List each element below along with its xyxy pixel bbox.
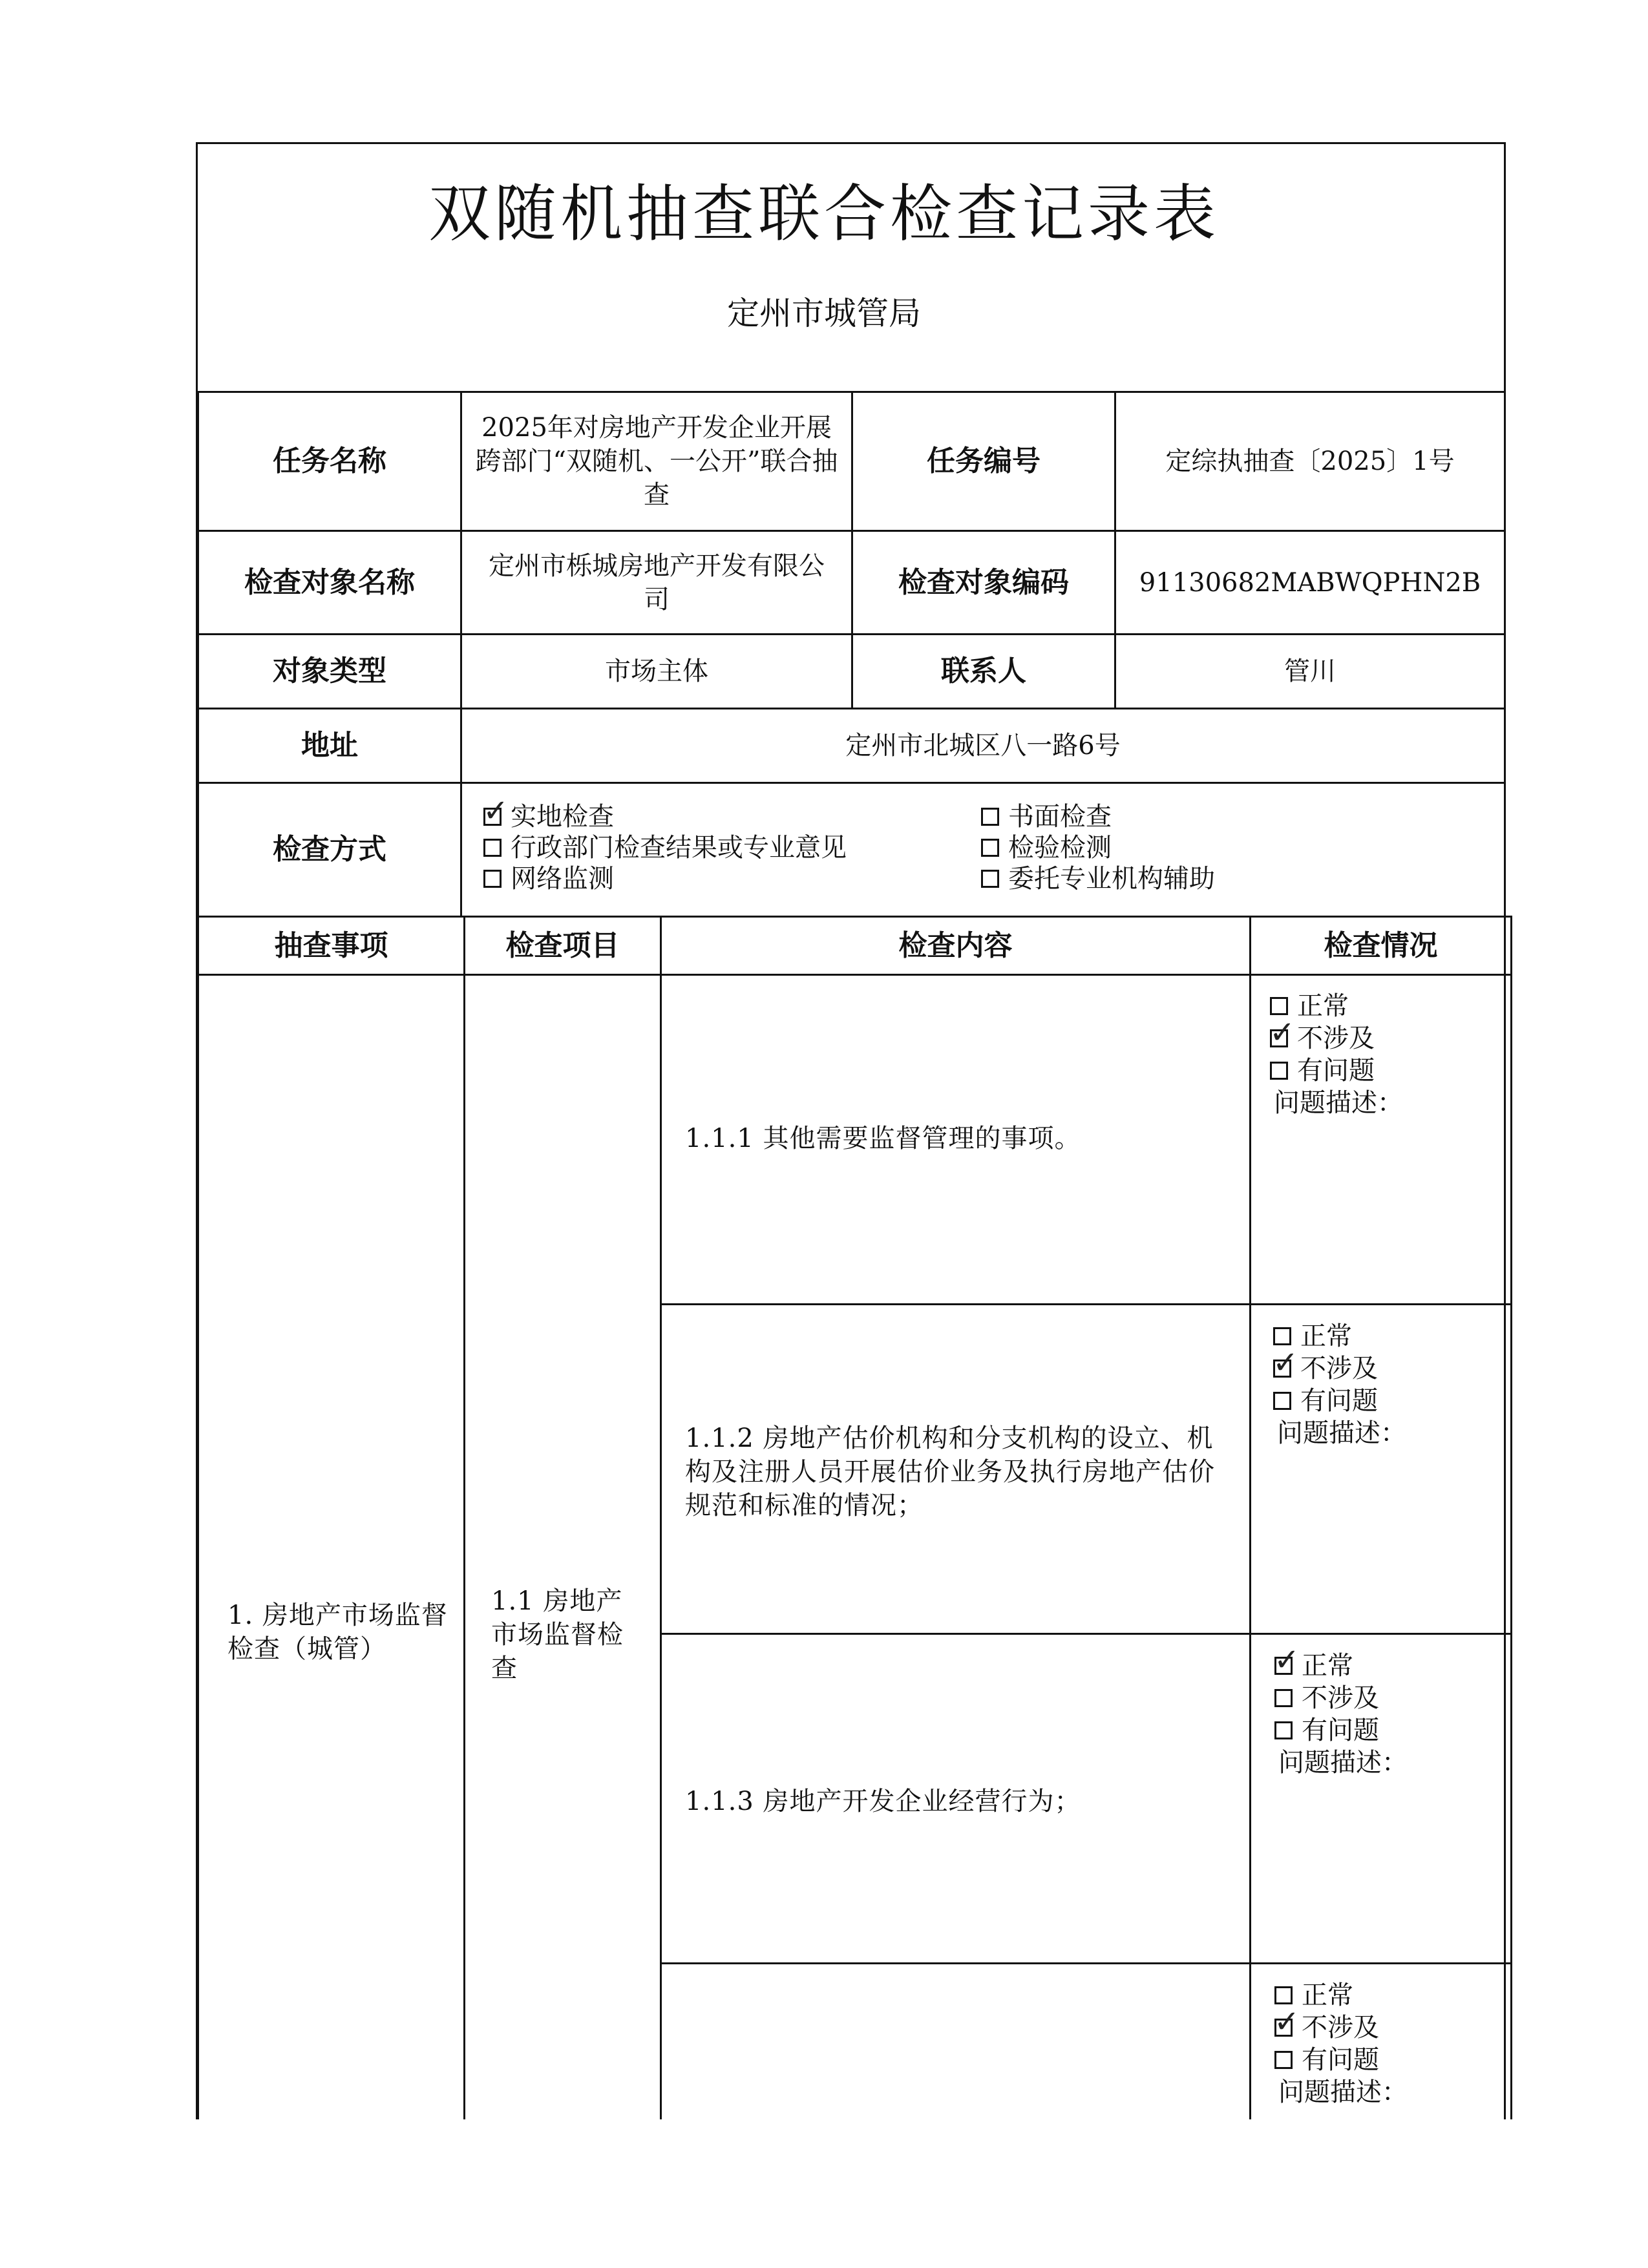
checkbox-icon[interactable]: [1274, 2051, 1293, 2069]
checkbox-icon[interactable]: [1270, 1062, 1288, 1080]
method-option-entrusted[interactable]: [981, 863, 1215, 894]
address-label: 地址: [197, 708, 462, 784]
status-na[interactable]: [1274, 2004, 1408, 2044]
item-text: 1.1 房地产市场监督检查: [491, 1586, 624, 1683]
matter-column: [197, 974, 465, 2119]
checkbox-icon[interactable]: [1273, 1345, 1299, 1381]
status-label: 有问题: [1297, 1056, 1375, 1086]
check-mark-icon: ✓: [1274, 2004, 1300, 2040]
status-list-3: [1274, 1642, 1408, 1779]
status-description: 问题描述：: [1277, 1418, 1406, 1448]
status-label: 正常: [1300, 1321, 1352, 1351]
checkbox-icon[interactable]: [1274, 1986, 1293, 2004]
status-na[interactable]: [1273, 1345, 1406, 1385]
status-label: 正常: [1302, 1980, 1353, 2010]
checkbox-icon[interactable]: [483, 839, 502, 857]
object-code-label: 检查对象编码: [851, 530, 1116, 635]
agency-name: 定州市城管局: [727, 295, 921, 332]
method-option-testing[interactable]: [981, 832, 1112, 863]
method-option-admin-result[interactable]: [483, 832, 847, 863]
status-description: 问题描述：: [1278, 2077, 1408, 2107]
item-column: [463, 974, 662, 2119]
method-option-label: 行政部门检查结果或专业意见: [511, 833, 847, 863]
status-list-2: [1273, 1320, 1406, 1449]
content-row-4: [660, 1962, 1251, 2119]
method-option-network[interactable]: [483, 863, 614, 894]
status-issue[interactable]: [1273, 1385, 1406, 1417]
header-result: 检查情况: [1249, 916, 1512, 976]
checkbox-icon[interactable]: [483, 870, 502, 888]
status-normal[interactable]: [1274, 1642, 1408, 1682]
check-mark-icon: ✓: [483, 793, 509, 829]
object-type-value: 市场主体: [460, 633, 853, 709]
status-na[interactable]: [1269, 1014, 1403, 1055]
checkbox-icon[interactable]: [1273, 1327, 1291, 1345]
method-option-label: 委托专业机构辅助: [1008, 864, 1215, 894]
status-label: 不涉及: [1302, 1683, 1379, 1713]
contact-label: 联系人: [851, 633, 1116, 709]
object-name-value: 定州市栎城房地产开发有限公司: [460, 530, 853, 635]
matter-text: 1. 房地产市场监督检查（城管）: [227, 1601, 448, 1664]
task-name-label: 任务名称: [197, 391, 462, 532]
status-label: 不涉及: [1302, 2013, 1379, 2042]
checkbox-icon[interactable]: [1274, 1721, 1293, 1739]
checkbox-icon[interactable]: [1270, 997, 1288, 1015]
status-label: 不涉及: [1297, 1024, 1375, 1053]
checkbox-icon[interactable]: [1274, 2004, 1300, 2040]
status-label: 正常: [1302, 1651, 1353, 1681]
method-label: 检查方式: [197, 782, 462, 918]
status-label: 有问题: [1302, 1716, 1379, 1745]
task-no-label: 任务编号: [851, 391, 1116, 532]
status-issue[interactable]: [1274, 2044, 1408, 2076]
address-value: 定州市北城区八一路6号: [460, 708, 1506, 784]
status-na[interactable]: [1274, 1682, 1408, 1714]
status-label: 不涉及: [1300, 1354, 1378, 1383]
header-matter: 抽查事项: [197, 916, 465, 976]
object-name-label: 检查对象名称: [197, 530, 462, 635]
task-name-value: 2025年对房地产开发企业开展跨部门“双随机、一公开”联合抽查: [460, 391, 853, 532]
method-option-label: 检验检测: [1008, 833, 1112, 863]
check-mark-icon: ✓: [1273, 1345, 1299, 1381]
checkbox-icon[interactable]: [1274, 1642, 1300, 1678]
checkbox-icon[interactable]: [981, 839, 999, 857]
content-text-2: 1.1.2 房地产估价机构和分支机构的设立、机构及注册人员开展估价业务及执行房地产估价规范和标准的情况；: [685, 1423, 1215, 1520]
method-option-written[interactable]: [981, 801, 1112, 832]
check-mark-icon: ✓: [1274, 1642, 1300, 1678]
check-mark-icon: ✓: [1269, 1014, 1296, 1051]
task-no-value: 定综执抽查〔2025〕1号: [1114, 391, 1506, 532]
status-label: 有问题: [1302, 2045, 1379, 2075]
header-content: 检查内容: [660, 916, 1251, 976]
status-list-1: [1270, 990, 1403, 1119]
method-option-label: 网络监测: [511, 864, 614, 894]
object-code-value: 91130682MABWQPHN2B: [1114, 530, 1506, 635]
checkbox-icon[interactable]: [483, 793, 509, 829]
content-text-1: 1.1.1 其他需要监督管理的事项。: [685, 1124, 1081, 1153]
method-option-label: 书面检查: [1008, 802, 1112, 832]
checkbox-icon[interactable]: [1273, 1392, 1291, 1410]
status-issue[interactable]: [1274, 1714, 1408, 1747]
status-label: 有问题: [1300, 1386, 1378, 1416]
status-issue[interactable]: [1270, 1055, 1403, 1087]
status-description: 问题描述：: [1278, 1748, 1408, 1778]
status-description: 问题描述：: [1274, 1088, 1403, 1118]
status-label: 正常: [1297, 991, 1349, 1021]
method-option-onsite[interactable]: [483, 793, 614, 832]
form-title: 双随机抽查联合检查记录表: [428, 178, 1220, 250]
method-option-label: 实地检查: [511, 802, 614, 832]
contact-value: 管川: [1114, 633, 1506, 709]
checkbox-icon[interactable]: [981, 870, 999, 888]
content-text-3: 1.1.3 房地产开发企业经营行为；: [685, 1787, 1081, 1816]
checkbox-icon[interactable]: [1274, 1689, 1293, 1707]
status-list-4: [1274, 1979, 1408, 2108]
checkbox-icon[interactable]: [1269, 1014, 1296, 1051]
header-item: 检查项目: [463, 916, 662, 976]
checkbox-icon[interactable]: [981, 808, 999, 826]
object-type-label: 对象类型: [197, 633, 462, 709]
